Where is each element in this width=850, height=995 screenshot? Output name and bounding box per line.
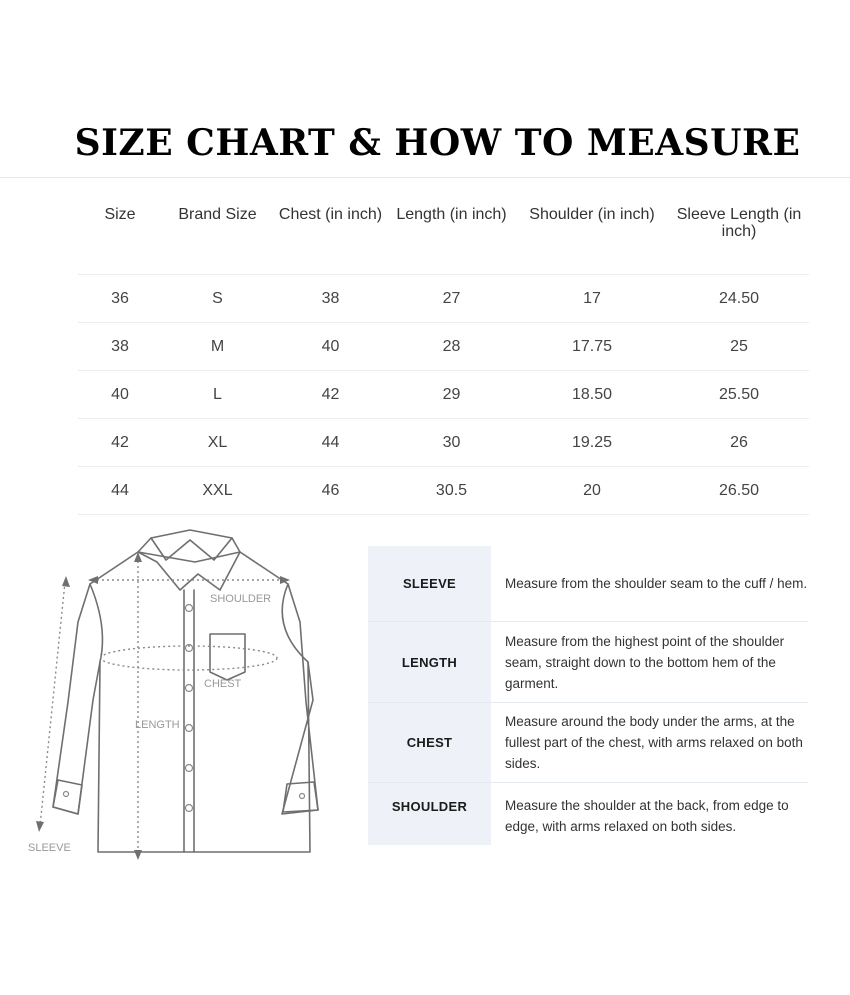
sleeve-measure-line [40, 582, 65, 826]
cell-shoulder: 20 [583, 482, 601, 499]
cell-brand-size: L [213, 386, 222, 403]
table-row [78, 371, 809, 419]
cell-sleeve-length: 26.50 [718, 482, 760, 499]
cell-sleeve-length: 25.50 [718, 386, 760, 403]
cell-length: 30.5 [435, 482, 468, 499]
header-size: Size [104, 206, 136, 223]
cell-shoulder: 17.75 [571, 338, 613, 355]
sleeve-diagram-label: SLEEVE [28, 842, 71, 854]
table-row [78, 467, 809, 515]
table-row [78, 275, 809, 323]
left-cuff [53, 780, 82, 814]
measure-label: LENGTH [368, 622, 491, 702]
cell-sleeve-length: 25 [730, 338, 748, 355]
size-table [78, 196, 809, 515]
cell-sleeve-length: 26 [730, 434, 748, 451]
cell-sleeve-length: 24.50 [718, 290, 760, 307]
cell-brand-size: XL [207, 434, 228, 451]
page-title: SIZE CHART & HOW TO MEASURE [74, 122, 801, 164]
cell-shoulder: 18.50 [571, 386, 613, 403]
cell-brand-size: XXL [202, 482, 233, 499]
cell-shoulder: 17 [583, 290, 601, 307]
cell-shoulder: 19.25 [571, 434, 613, 451]
header-length: Length (in inch) [396, 206, 507, 223]
cell-size: 38 [111, 338, 129, 355]
cell-chest: 42 [321, 386, 340, 403]
title-divider [0, 177, 850, 178]
measure-instruction: Measure the shoulder at the back, from edge to edge, with arms relaxed on both sides. [505, 798, 789, 834]
measure-instruction: Measure from the shoulder seam to the cuff / hem. [505, 576, 808, 591]
measure-row-sleeve [368, 546, 808, 622]
measure-row-chest [368, 703, 808, 783]
length-diagram-label: LENGTH [135, 719, 180, 731]
cell-size: 42 [111, 434, 129, 451]
header-brand-size: Brand Size [178, 206, 257, 223]
measure-instruction: Measure from the highest point of the shoulder seam, straight down to the bottom hem of the garment. [505, 633, 785, 691]
cell-chest: 44 [321, 434, 340, 451]
header-chest: Chest (in inch) [278, 206, 383, 223]
cell-length: 29 [442, 386, 461, 403]
cell-size: 36 [111, 290, 129, 307]
table-row [78, 419, 809, 467]
pocket [210, 634, 245, 680]
cell-size: 40 [111, 386, 129, 403]
cell-length: 28 [442, 338, 461, 355]
cell-brand-size: M [210, 338, 225, 355]
shirt-measurement-diagram [20, 522, 340, 867]
collar [138, 530, 240, 590]
cell-length: 27 [442, 290, 461, 307]
header-shoulder: Shoulder (in inch) [529, 206, 655, 223]
measure-row-length [368, 622, 808, 703]
measure-label: SHOULDER [368, 783, 491, 845]
table-header-row [78, 196, 809, 275]
chest-diagram-label: CHEST [204, 678, 242, 690]
cell-length: 30 [442, 434, 461, 451]
cell-chest: 38 [321, 290, 340, 307]
shoulder-diagram-label: SHOULDER [210, 593, 272, 605]
cell-brand-size: S [212, 290, 223, 307]
measure-label: SLEEVE [368, 546, 491, 621]
measure-label: CHEST [368, 703, 491, 782]
cell-chest: 40 [321, 338, 340, 355]
measure-row-shoulder [368, 783, 808, 845]
table-row [78, 323, 809, 371]
cell-size: 44 [111, 482, 129, 499]
measure-instruction: Measure around the body under the arms, at the fullest part of the chest, with arms relaxed on both sides. [505, 714, 803, 771]
cell-chest: 46 [321, 482, 340, 499]
header-sleeve-length: Sleeve Length (in inch) [676, 206, 802, 240]
how-to-measure-table [368, 546, 808, 845]
